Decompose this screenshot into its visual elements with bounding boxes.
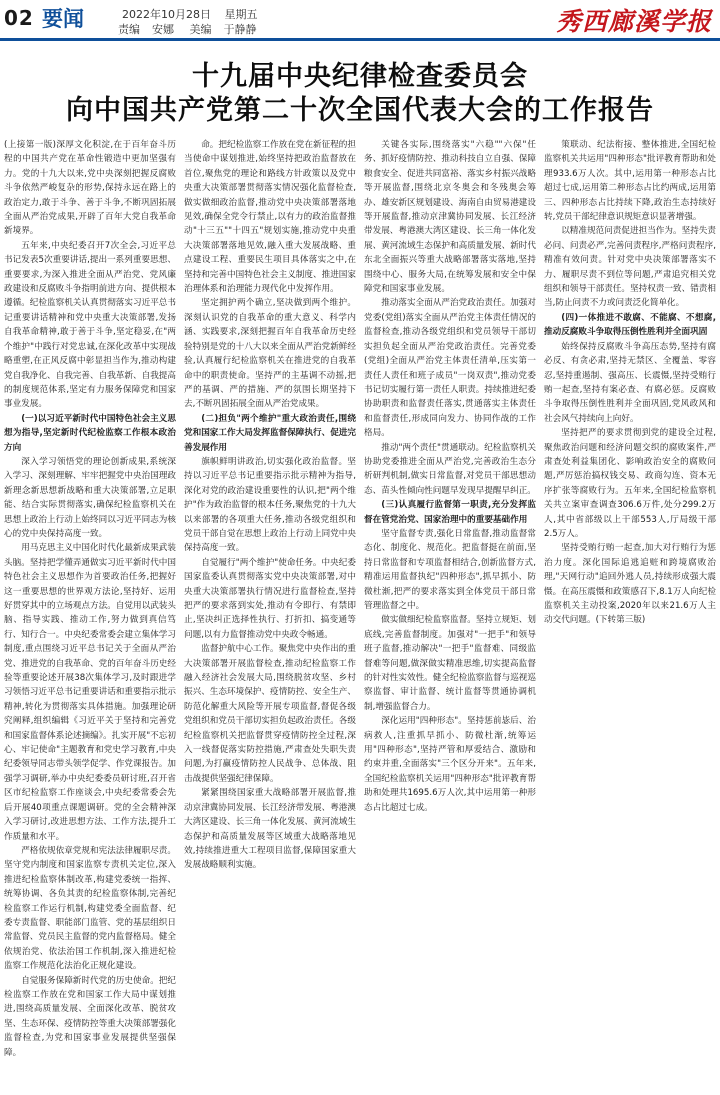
column-4 [544,138,716,1090]
credits-line [118,21,269,37]
body-paragraph: 用马克思主义中国化时代化最新成果武装头脑。坚持把学懂弄通做实习近平新时代中国特色社会主义思想作为首要政治任务,把握好这一重要思想的世界观方法论,坚持好、运用好贯穿其中的立场观点方法。自觉用以武装头脑、指导实践、推动工作,努力做到真信笃行、知行合一。中央纪委常委会建立集体学习制度,重点围绕习近平总书记关于全面从严治党、推进党的自我革命、党的百年奋斗历史经验等重要论述开展38次集体学习,及时跟进学习领悟习近平总书记重要讲话和重要指示批示精神,转化为贯彻落实具体措施。加强理论研究阐释,组织编辑《习近平关于坚持和完善党和国家监督体系论述摘编》。扎实开展"不忘初心、牢记使命"主题教育和党史学习教育,中央纪委领导同志带头领学促学、作党课报告。加强学习调研,举办中央纪委委员研讨班,召开省区市纪检监察工作座谈会,中央纪委常委会先后开展40项重点课题调研。党的全会精神深入学习研讨,改进思想方法、工作方法,提升工作质量和水平。 [4,543,176,842]
body-paragraph: 以精准规范问责促进担当作为。坚持失责必问、问责必严,完善问责程序,严格问责程序,精准有效问责。针对党中央决策部署落实不力、履职尽责不到位等问题,严肃追究相关党组织和领导干部责任。坚持权责一致、错责相当,防止问责不力或问责泛化简单化。 [544,226,716,309]
body-paragraph: 做实做细纪检监察监督。坚持立规矩、划底线,完善监督制度。加强对"一把手"和领导班子监督,推动解决"一把手"监督难、同级监督难等问题,做深做实精准思维,切实提高监督的针对性实效性。健全纪检监察监督与巡视巡察监督、审计监督、统计监督等贯通协调机制,增强监督合力。 [364,615,536,712]
headline-line-1: 十九届中央纪律检查委员会 [192,61,528,92]
body-paragraph: 旗帜鲜明讲政治,切实强化政治监督。坚持以习近平总书记重要指示批示精神为指导,深化对党的政治建设重要性的认识,把"两个维护"作为政治监督的根本任务,聚焦党的十九大以来部署的各项重大任务,推动各级党组织和党员干部自觉在思想上政治上行动上同党中央保持高度一致。 [184,456,356,554]
body-paragraph: (上接第一版)深厚文化积淀,在于百年奋斗历程的中国共产党在革命性锻造中更加坚强有力。党的十九大以来,党中央深刻把握反腐败斗争依然严峻复杂的形势,保持永远在路上的政治定力,敢于斗争、善于斗争,不断巩固拓展全面从严治党成果,开辟了百年大党自我革命新境界。 [4,140,176,237]
weekday: 星期五 [224,8,258,21]
editor-label: 责编 [118,23,140,36]
header-rule [0,38,720,41]
body-paragraph: 自觉履行"两个维护"使命任务。中央纪委国家监委认真贯彻落实党中央决策部署,对中央重大决策部署执行情况进行监督检查,坚持把严的要求落到实处,推动有令即行、有禁即止,坚决纠正选择性执行、打折扣、搞变通等问题,以有力监督推动党中央政令畅通。 [184,557,356,640]
body-paragraph: 监督护航中心工作。聚焦党中央作出的重大决策部署开展监督检查,推动纪检监察工作融入经济社会发展大局,围绕脱贫攻坚、乡村振兴、生态环境保护、疫情防控、安全生产、防范化解重大风险等开展专项监督,督促各级党组织和党员干部切实担负起政治责任。各级纪检监察机关把监督贯穿疫情防控全过程,深入一线督促落实防控措施,严肃查处失职失责问题,为打赢疫情防控人民战争、总体战、阻击战提供坚强纪律保障。 [184,644,356,784]
section-subheading: (一)以习近平新时代中国特色社会主义思想为指导,坚定新时代纪检监察工作根本政治方向 [4,413,176,453]
editor-name: 安娜 [152,23,174,36]
body-paragraph: 严格依规依章党规和宪法法律履职尽责。坚守党内制度和国家监察专责机关定位,深入推进纪检监察体制改革,构建党委统一指挥、统筹协调、各负其责的纪检监察体制,完善纪检监察工作运行机制,构建党委全面监督、纪委专责监督、职能部门监管、党的基层组织日常监督、党员民主监督的党内监督格局。健全依规治党、依法治国工作机制,深入推进纪检监察工作规范化法治化正规化建设。 [4,845,176,972]
designer-name: 于静静 [223,23,257,36]
headline-line-2: 向中国共产党第二十次全国代表大会的工作报告 [66,95,654,126]
column-1 [4,138,176,1090]
column-2 [184,138,356,1090]
issue-date: 2022年10月28日 [122,8,211,21]
page-number: 02 [4,6,34,30]
body-paragraph: 推动"两个责任"贯通联动。纪检监察机关协助党委推进全面从严治党,完善政治生态分析研判机制,做实日常监督,对党员干部思想动态、苗头性倾向性问题早发现早提醒早纠正。 [364,442,536,496]
body-paragraph: 推动落实全面从严治党政治责任。加强对党委(党组)落实全面从严治党主体责任情况的监督检查,推动各级党组织和党员领导干部切实担负起全面从严治党政治责任。完善党委(党组)全面从严治党主体责任清单,压实第一责任人责任和班子成员"一岗双责",推动党委书记切实履行第一责任人职责。持续推进纪委协助职责和监督责任落实,贯通落实主体责任和监督责任,形成同向发力、协同作战的工作格局。 [364,298,536,439]
body-paragraph: 策联动、纪法衔接、整体推进,全国纪检监察机关共运用"四种形态"批评教育帮助和处理933.6万人次。其中,运用第一种形态占比超过七成,运用第二种形态占比约两成,运用第三、四种形态占比持续下降,政治生态持续好转,党员干部纪律意识规矩意识显著增强。 [544,140,716,223]
body-paragraph: 命。把纪检监察工作放在党在新征程的担当使命中谋划推进,始终坚持把政治监督放在首位,聚焦党的理论和路线方针政策以及党中央重大决策部署贯彻落实情况强化监督检查,做实做细政治监督,推动党中央决策部署落地见效,确保全党令行禁止,以有力的政治监督推动"十三五""十四五"规划实施,推动党中央重大决策部署落地见效,融入重大发展战略、重点建设工程、重要民生项目具体落实之中,在坚持和完善中国特色社会主义制度、推进国家治理体系和治理能力现代化中发挥作用。 [184,140,356,295]
date-line [122,6,268,22]
masthead [0,0,720,40]
section-subheading: (三)认真履行监督第一职责,充分发挥监督在管党治党、国家治理中的重要基础作用 [364,500,536,525]
body-paragraph: 紧紧围绕国家重大战略部署开展监督,推动京津冀协同发展、长江经济带发展、粤港澳大湾区建设、长三角一体化发展、黄河流域生态保护和高质量发展等区域重大战略落地见效,持续推进重大工程项目监督,保障国家重大发展战略顺利实施。 [184,788,356,871]
body-paragraph: 深化运用"四种形态"。坚持惩前毖后、治病救人,注重抓早抓小、防微杜渐,统筹运用"四种形态",坚持严管和厚爱结合、激励和约束并重,全面落实"三个区分开来"。五年来,全国纪检监察机关运用"四种形态"批评教育帮助和处理共1695.6万人次,其中运用第一种形态占比超过七成。 [364,716,536,813]
designer-label: 美编 [189,23,212,36]
section-subheading: (四)一体推进不敢腐、不能腐、不想腐,推动反腐败斗争取得压倒性胜利并全面巩固 [544,312,716,338]
body-paragraph: 始终保持反腐败斗争高压态势,坚持有腐必反、有贪必肃,坚持无禁区、全覆盖、零容忍,坚持重遏制、强高压、长震慑,坚持受贿行贿一起查,坚持有案必查、有腐必惩。反腐败斗争取得压倒性胜利并全面巩固,党风政风和社会风气持续向上向好。 [544,341,716,424]
body-paragraph: 坚持受贿行贿一起查,加大对行贿行为惩治力度。深化国际追逃追赃和跨境腐败治理,"天网行动"追回外逃人员,持续形成强大震慑。在高压震慑和政策感召下,8.1万人向纪检监察机关主动投案,2020年以来21.6万人主动交代问题。(下转第三版) [544,543,716,626]
article-body [4,138,716,1090]
body-paragraph: 坚持把严的要求贯彻到党的建设全过程,聚焦政治问题和经济问题交织的腐败案件,严肃查处利益集团化、影响政治安全的腐败问题,严厉惩治搞权钱交易、政商勾连、资本无序扩张等腐败行为。五年来,全国纪检监察机关共立案审查调查306.6万件,处分299.2万人,其中省部级以上干部553人,厅局级干部2.5万人。 [544,428,716,539]
column-3 [364,138,536,1090]
section-tag: 要闻 [42,4,102,34]
body-paragraph: 五年来,中央纪委召开7次全会,习近平总书记发表5次重要讲话,提出一系列重要思想、重要要求,为深入推进全面从严治党、党风廉政建设和反腐败斗争指明前进方向、提供根本遵循。纪检监察机关认真贯彻落实习近平总书记重要讲话精神和党中央重大决策部署,发扬自我革命精神,敢于善于斗争,坚定稳妥,在"两个维护"中践行对党忠诚,在深化改革中实现战略重塑,在正风反腐中彰显担当作为,推动构建党自我净化、自我完善、自我革新、自我提高的制度规范体系,坚定有力服务保障党和国家事业发展。 [4,240,176,410]
body-paragraph: 坚定拥护两个确立,坚决做到两个维护。深刻认识党的自我革命的重大意义、科学内涵、实践要求,深刻把握百年自我革命历史经验特别是党的十八大以来全面从严治党新鲜经验,认真履行纪检监察机关在推进党的自我革命中的职责使命。坚持严的主基调不动摇,把严的基调、严的措施、严的氛围长期坚持下去,不断巩固拓展全面从严治党成果。 [184,298,356,410]
section-subheading: (二)担负"两个维护"重大政治责任,围绕党和国家工作大局发挥监督保障执行、促进完善发展作用 [184,413,356,453]
article-headline [0,60,720,128]
body-paragraph: 关键各实际,围绕落实"六稳""六保"任务、抓好疫情防控、推动科技自立自强、保障粮食安全、促进共同富裕、落实乡村振兴战略等开展监督,围绕北京冬奥会和冬残奥会筹办、雄安新区规划建设、海南自由贸易港建设等开展监督,推动京津冀协同发展、长江经济带发展、粤港澳大湾区建设、长三角一体化发展、黄河流域生态保护和高质量发展、新时代东北全面振兴等重大战略部署落实落地,坚持围绕中心、服务大局,在统筹发展和安全中保障党和国家事业发展。 [364,140,536,295]
body-paragraph: 自觉服务保障新时代党的历史使命。把纪检监察工作放在党和国家工作大局中谋划推进,围绕高质量发展、全面深化改革、脱贫攻坚、生态环保、疫情防控等重大决策部署强化监督检查,为党和国家事业发展提供坚强保障。 [4,975,176,1058]
body-paragraph: 坚守监督专责,强化日常监督,推动监督常态化、制度化、规范化。把监督挺在前面,坚持日常监督和专项监督相结合,创新监督方式,精准运用监督执纪"四种形态",抓早抓小、防微杜渐,把严的要求落实到全体党员干部日常管理监督之中。 [364,528,536,611]
newspaper-logo: 秀西廊溪学报 [555,7,712,36]
body-paragraph: 深入学习领悟党的理论创新成果,系统深入学习、深刻理解、牢牢把握党中央治国理政新理念新思想新战略和重大决策部署,立足职能、结合实际贯彻落实,确保纪检监察机关在思想上政治上行动上始终同以习近平同志为核心的党中央保持高度一致。 [4,456,176,539]
